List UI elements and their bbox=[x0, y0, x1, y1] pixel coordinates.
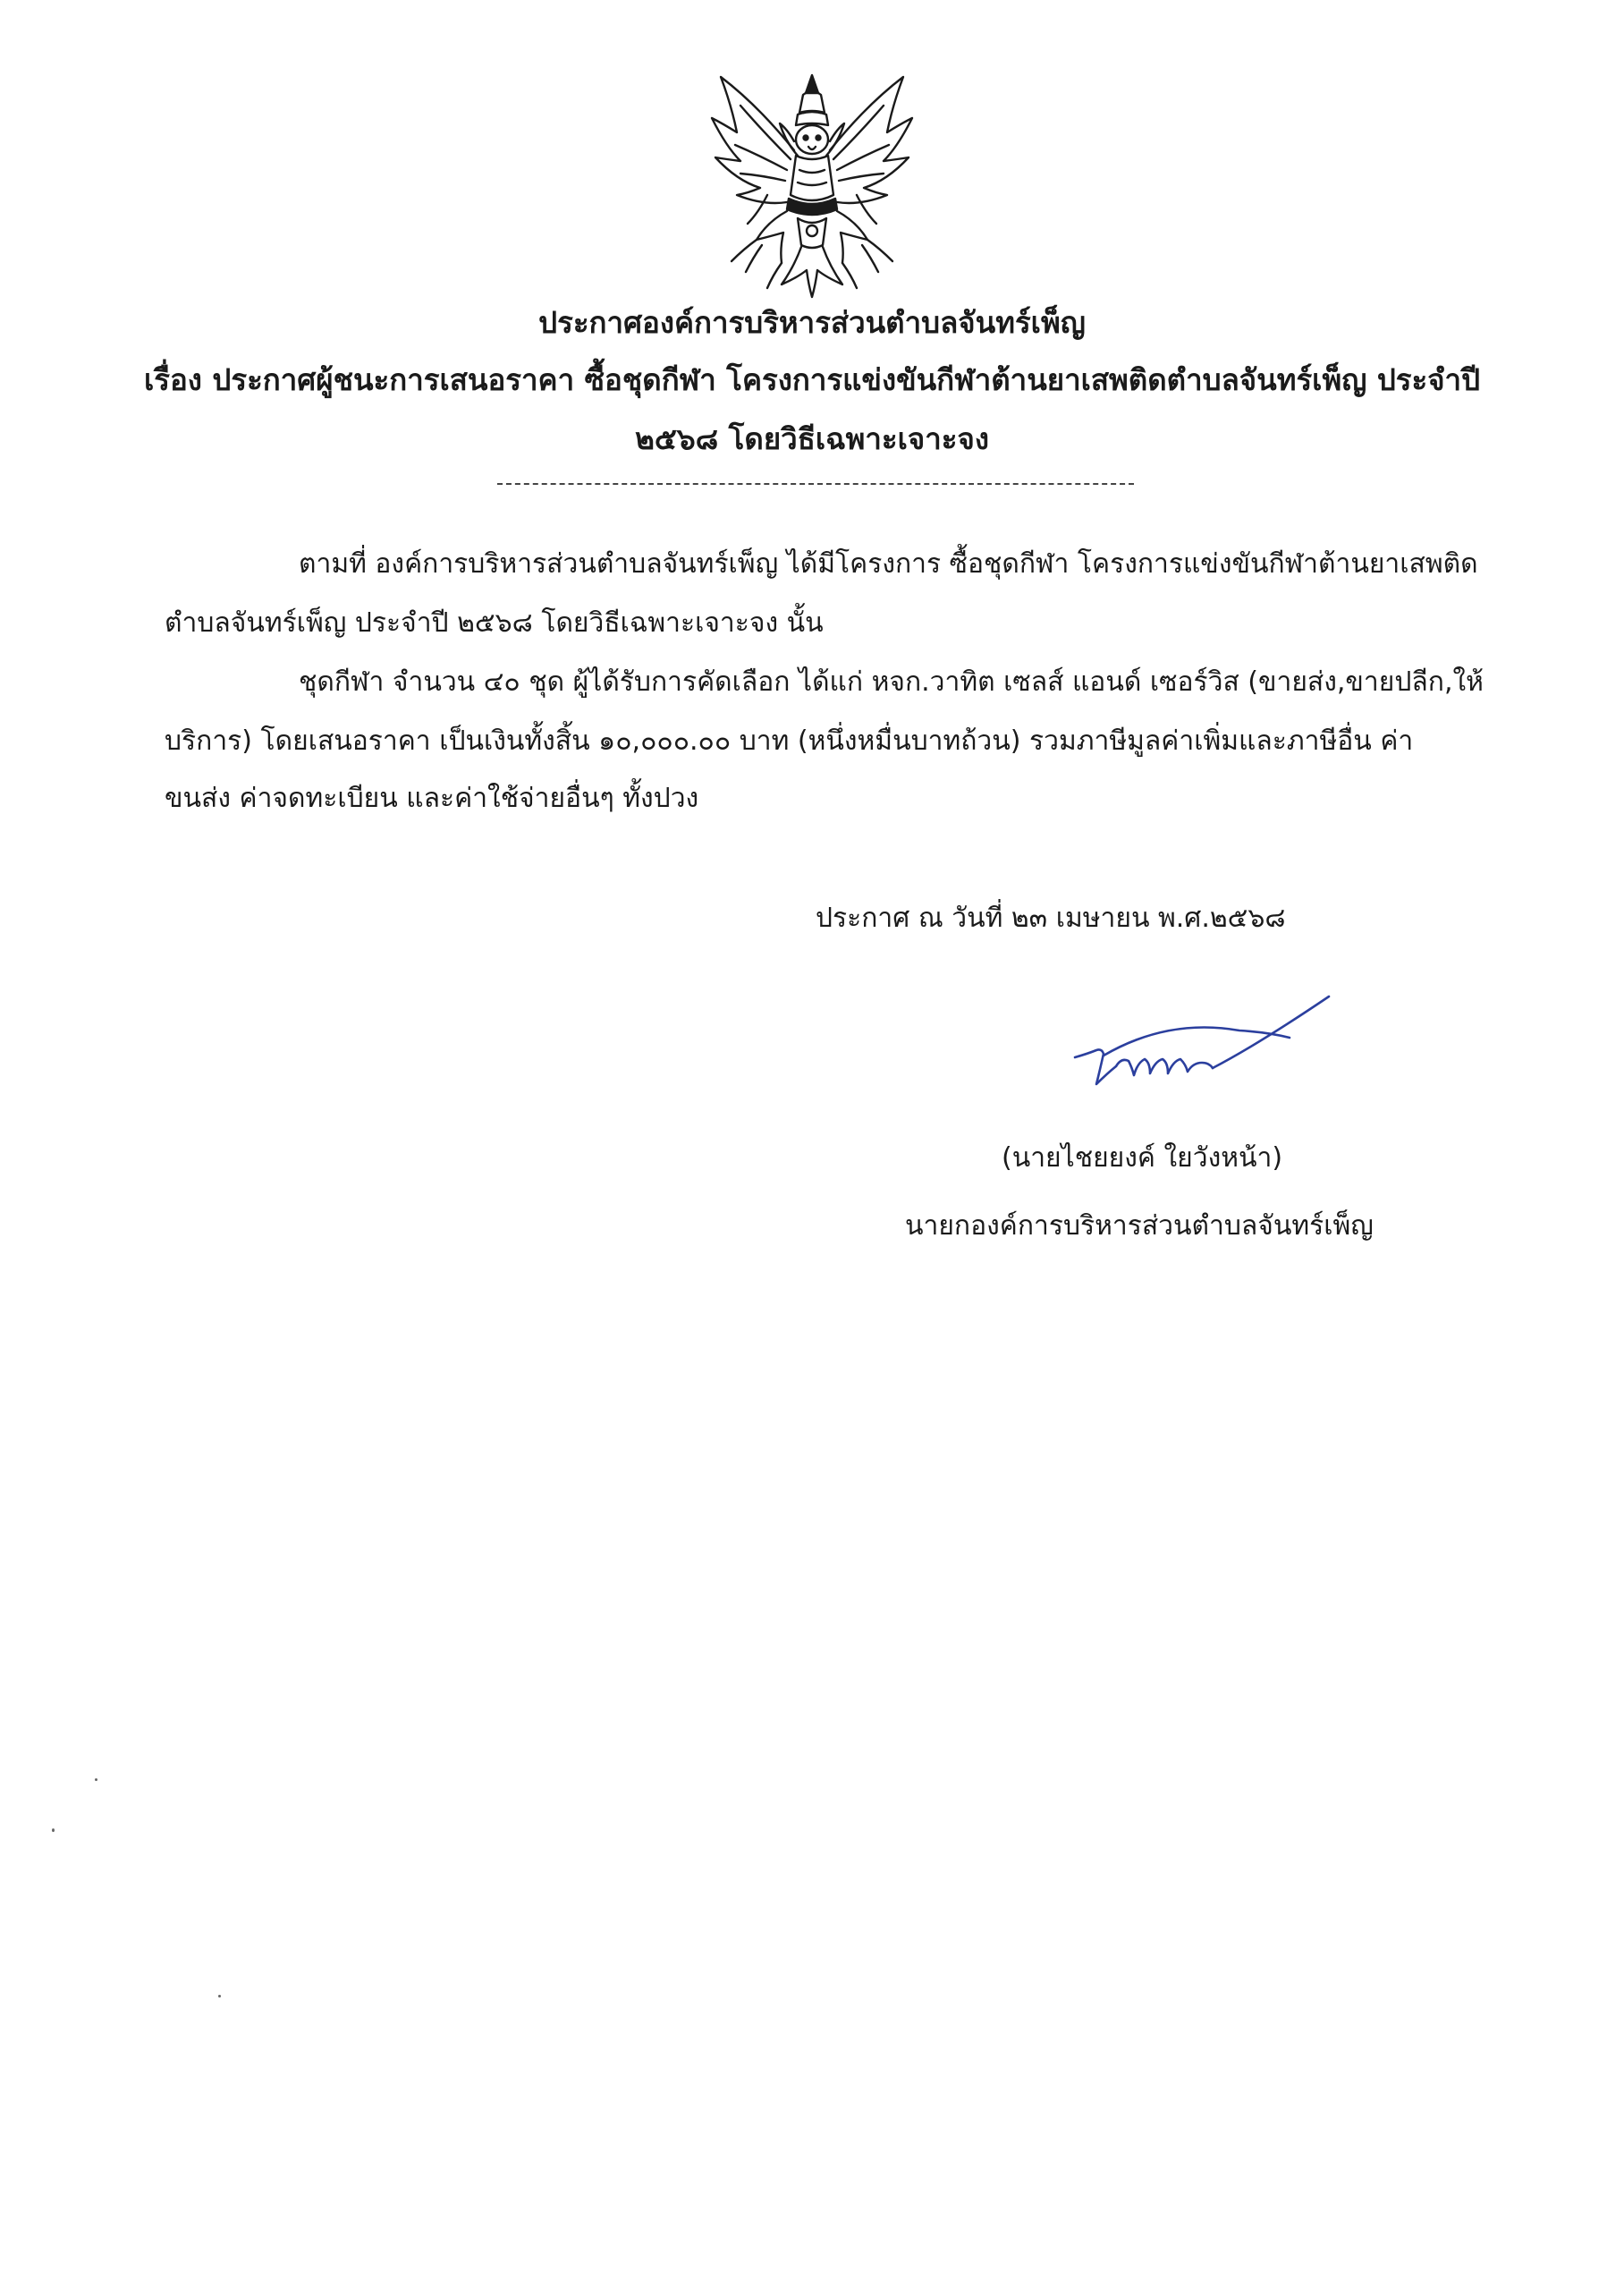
garuda-emblem-icon bbox=[705, 70, 919, 301]
body-paragraph-2-line-1: ชุดกีฬา จำนวน ๔๐ ชุด ผู้ได้รับการคัดเลือก ได้แก่ หจก.วาทิต เซลส์ แอนด์ เซอร์วิส (ขายส่ง,ขายปลีก,ให้ bbox=[299, 666, 1484, 698]
document-subject: เรื่อง ประกาศผู้ชนะการเสนอราคา ซื้อชุดกีฬา โครงการแข่งขันกีฬาต้านยาเสพติดตำบลจันทร์เพ็ญ ประจำปี bbox=[143, 362, 1481, 397]
signer-title: นายกองค์การบริหารส่วนตำบลจันทร์เพ็ญ bbox=[905, 1210, 1374, 1242]
announcement-date: ประกาศ ณ วันที่ ๒๓ เมษายน พ.ศ.๒๕๖๘ bbox=[816, 903, 1286, 934]
document-subject-continued: ๒๕๖๘ โดยวิธีเฉพาะเจาะจง bbox=[635, 421, 989, 456]
dashed-divider bbox=[497, 483, 1134, 485]
body-paragraph-2-line-3: ขนส่ง ค่าจดทะเบียน และค่าใช้จ่ายอื่นๆ ทั้งปวง bbox=[165, 783, 699, 814]
body-paragraph-1-line-2: ตำบลจันทร์เพ็ญ ประจำปี ๒๕๖๘ โดยวิธีเฉพาะเจาะจง นั้น bbox=[165, 607, 824, 639]
scan-speck bbox=[95, 1778, 97, 1781]
scan-speck bbox=[52, 1828, 55, 1832]
scan-speck bbox=[218, 1995, 221, 1997]
document-title: ประกาศองค์การบริหารส่วนตำบลจันทร์เพ็ญ bbox=[538, 305, 1086, 340]
body-paragraph-1-line-1: ตามที่ องค์การบริหารส่วนตำบลจันทร์เพ็ญ ได้มีโครงการ ซื้อชุดกีฬา โครงการแข่งขันกีฬาต้านยาเสพติด bbox=[299, 548, 1478, 580]
body-paragraph-2-line-2: บริการ) โดยเสนอราคา เป็นเงินทั้งสิ้น ๑๐,๐๐๐.๐๐ บาท (หนึ่งหมื่นบาทถ้วน) รวมภาษีมูลค่าเพิ่มและภาษีอื่น ค่า bbox=[165, 725, 1414, 757]
handwritten-signature bbox=[1061, 991, 1347, 1098]
signer-name: (นายไชยยงค์ ใยวังหน้า) bbox=[1002, 1142, 1283, 1174]
